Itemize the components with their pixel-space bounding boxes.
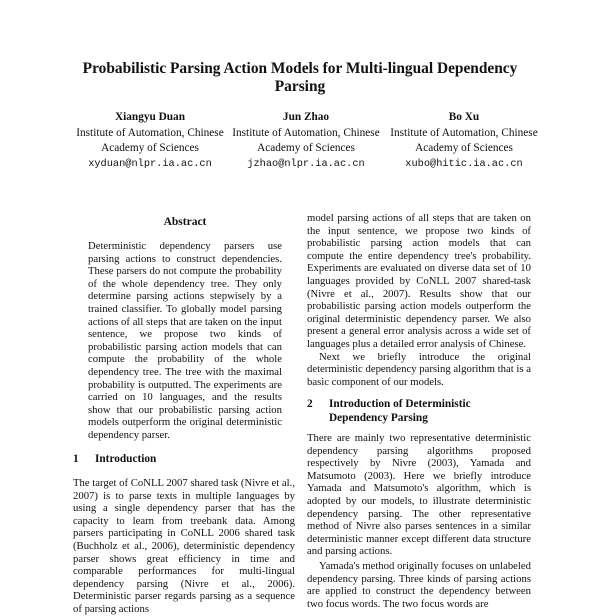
abstract-text: Deterministic dependency parsers use parsing actions to construct dependencies. These parsers do not compute the probability of the whole dependency tree. They only determine parsing actions stepwisely by a trained classifier. To globally model parsing actions of all steps that are taken on the input sentence, we propose two kinds of probabilistic parsing action models that can compute the probability of the whole dependency tree. The tree with the maximal probability is outputted. The experiments are carried on 10 languages, and the results show that our probabilistic parsing action models outperform the original deterministic dependency parser.	[88, 240, 282, 441]
author-email: jzhao@nlpr.ia.ac.cn	[247, 157, 365, 170]
author-name: Bo Xu	[448, 111, 480, 123]
author-email: xyduan@nlpr.ia.ac.cn	[88, 157, 212, 170]
paragraph: Yamada's method originally focuses on unlabeled dependency parsing. Three kinds of parsing actions are applied to construct the dependency between two focus words. The two focus words are	[307, 559, 531, 610]
author-block-2	[222, 110, 390, 172]
section-number: 2	[307, 398, 313, 410]
author-affiliation: Institute of Automation, Chinese Academy of Sciences	[76, 126, 224, 154]
section-2-text	[307, 432, 531, 610]
author-name: Jun Zhao	[282, 111, 330, 123]
section-number: 1	[73, 453, 79, 465]
paragraph: There are mainly two representative deterministic dependency parsing algorithms proposed respectively by Nivre (2003), Yamada and Matsumoto (2003). Here we briefly introduce Yamada and Matsumoto's algorithm, which is adopted by our models, to illustrate deterministic dependency parsing. The other representative method of Nivre also parses sentences in a similar deterministic manner except different data structure and parsing actions.	[307, 432, 531, 558]
author-email: xubo@hitic.ia.ac.cn	[405, 157, 523, 170]
paragraph: model parsing actions of all steps that are taken on the input sentence, we propose two kinds of probabilistic parsing action models that can compute the entire dependency tree's probability. Experiments are evaluated on diverse data set of 10 languages provided by CoNLL 2007 shared-task (Nivre et al., 2007). Results show that our probabilistic parsing action models outperform the original deterministic dependency parser. We also present a general error analysis across a wide set of languages plus a detailed error analysis of Chinese.	[307, 212, 531, 350]
paragraph: Next we briefly introduce the original deterministic dependency parsing algorithm that is a basic component of our models.	[307, 350, 531, 388]
author-name: Xiangyu Duan	[114, 111, 185, 123]
section-2-heading	[307, 397, 531, 425]
section-1-text: The target of CoNLL 2007 shared task (Nivre et al., 2007) is to parse texts in multiple languages by using a single dependency parser that has the capacity to learn from treebank data. Among parsers participating in CoNLL 2006 shared task (Buchholz et al., 2006), deterministic dependency parser shows great efficiency in time and comparable performances for multi-lingual dependency parsing (Nivre et al., 2006). Deterministic parser regards parsing as a sequence of parsing actions	[73, 477, 295, 615]
author-block-3	[380, 110, 548, 172]
author-affiliation: Institute of Automation, Chinese Academy of Sciences	[232, 126, 380, 154]
abstract-heading: Abstract	[163, 216, 207, 228]
paper-title: Probabilistic Parsing Action Models for Multi-lingual Dependency Parsing	[82, 60, 518, 95]
section-title: Introduction of Deterministic Dependency Parsing	[329, 398, 471, 424]
section-1-heading	[73, 452, 156, 466]
author-block-1	[66, 110, 234, 172]
author-affiliation: Institute of Automation, Chinese Academy of Sciences	[390, 126, 538, 154]
section-title: Introduction	[95, 453, 157, 465]
column-2-intro	[307, 212, 531, 388]
